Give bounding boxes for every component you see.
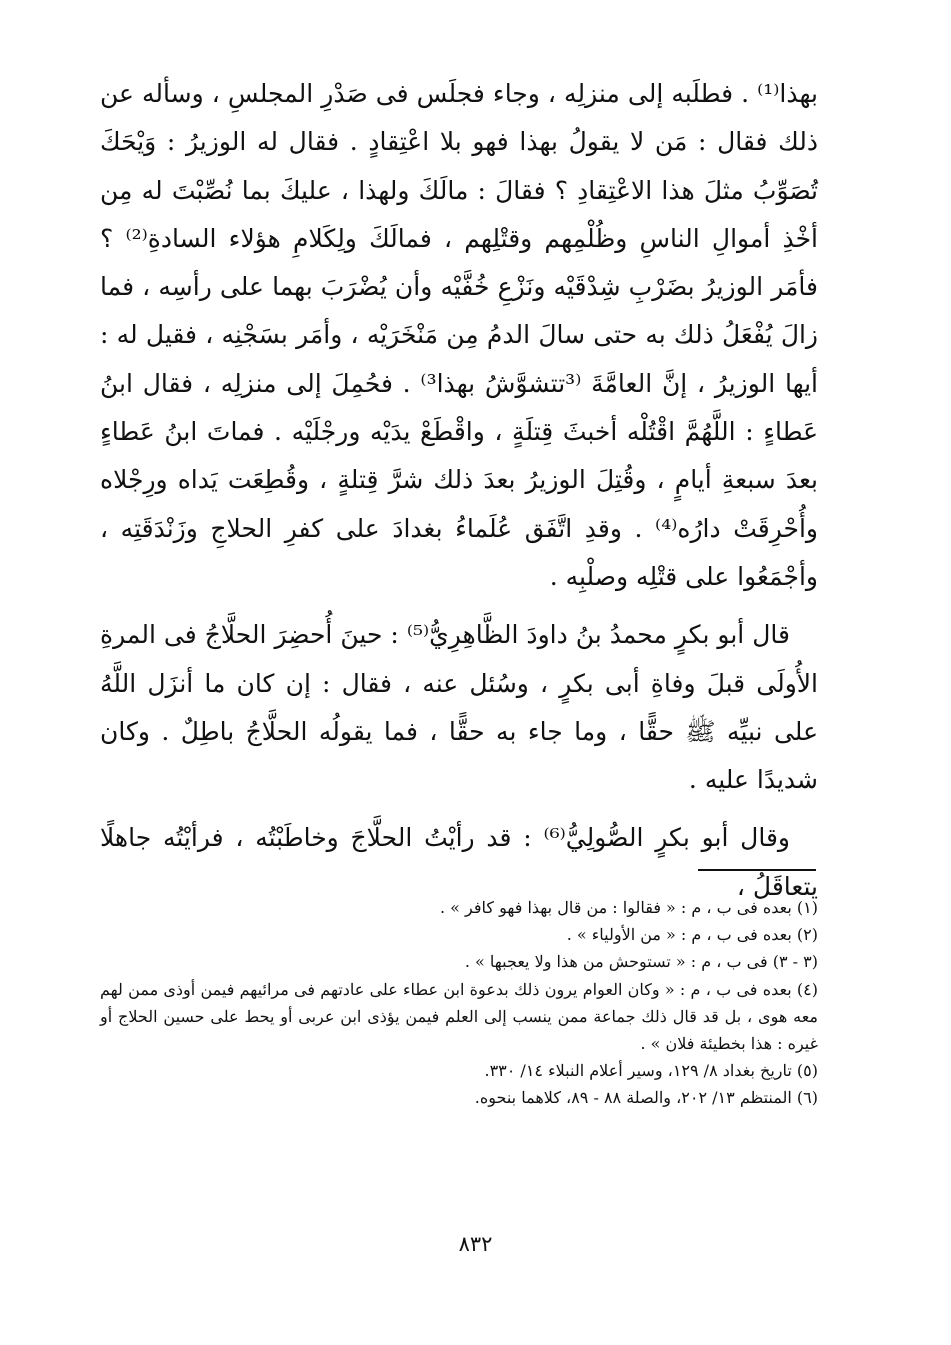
footnote-divider xyxy=(698,869,816,871)
footnote-6: (٦) المنتظم ١٣/ ٢٠٢، والصلة ٨٨ - ٨٩، كلاهما بنحوه. xyxy=(474,1088,818,1108)
paragraph-3: وقال أبو بكرٍ الصُّولِيُّ⁽⁶⁾ : قد رأيْتُ الحلَّاجَ وخاطَبْتُه ، فرأيْتُه جاهلًا يتعاقَلُ ، xyxy=(100,823,818,901)
main-text-block xyxy=(100,70,818,911)
footnote-5: (٥) تاريخ بغداد ٨/ ١٢٩، وسير أعلام النبلاء ١٤/ ٣٣٠. xyxy=(484,1061,818,1081)
footnote-3: (٣ - ٣) فى ب ، م : « تستوحش من هذا ولا يعجبها » . xyxy=(464,952,818,972)
footnotes-block xyxy=(100,894,818,1112)
page-number: ٨٣٢ xyxy=(458,1232,493,1256)
paragraph-2: قال أبو بكرٍ محمدُ بنُ داودَ الظَّاهِرِيُّ⁽⁵⁾ : حينَ أُحضِرَ الحلَّاجُ فى المرةِ الأُولَى قبلَ وفاةِ أبى بكرٍ ، وسُئل عنه ، فقال : إن كان ما أنزَل اللَّهُ على نبيِّه ﷺ حقًّا ، وما جاء به حقًّا ، فما يقولُه الحلَّاجُ باطِلٌ . وكان شديدًا عليه . xyxy=(100,620,818,795)
footnote-2: (٢) بعده فى ب ، م : « من الأولياء » . xyxy=(566,925,818,945)
footnote-4: (٤) بعده فى ب ، م : « وكان العوام يرون ذلك بدعوة ابن عطاء على عادتهم فى مرائيهم فيمن أوذى ممن لهم معه هوى ، بل قد قال ذلك جماعة ممن ينسب إلى العلم فيمن يؤذى ابن عربى أو يحط على حسين الحلاج أو غيره : هذا بخطيئة فلان » . xyxy=(100,979,818,1054)
paragraph-1: بهذا⁽¹⁾ . فطلَبه إلى منزلِه ، وجاء فجلَس فى صَدْرِ المجلسِ ، وسأله عن ذلك فقال : مَن لا يقولُ بهذا فهو بلا اعْتِقادٍ . فقال له الوزيرُ : وَيْحَكَ تُصَوِّبُ مثلَ هذا الاعْتِقادِ ؟ فقالَ : مالَكَ ولهذا ، عليكَ بما نُصِّبْتَ له مِن أخْذِ أموالِ الناسِ وظُلْمِهم وقتْلِهم ، فمالَكَ ولِكَلامِ هؤلاء السادةِ⁽²⁾ ؟ فأمَر الوزيرُ بضَرْبِ شِدْقَيْه ونَزْعِ خُفَّيْه وأن يُضْرَبَ بهما على رأسِه ، فما زالَ يُفْعَلُ ذلك به حتى سالَ الدمُ مِن مَنْخَرَيْه ، وأمَر بسَجْنِه ، فقيل له : أيها الوزيرُ ، إنَّ العامَّةَ ⁽³تتشوَّشُ بهذا³⁾ . فحُمِلَ إلى منزلِه ، فقال ابنُ عَطاءٍ : اللَّهُمَّ اقْتُلْه أخبثَ قِتلَةٍ ، واقْطَعْ يدَيْه ورجْلَيْه . فماتَ ابنُ عَطاءٍ بعدَ سبعةِ أيامٍ ، وقُتِلَ الوزيرُ بعدَ ذلك شرَّ قِتلةٍ ، وقُطِعَت يَداه ورِجْلاه وأُحْرِقَتْ دارُه⁽⁴⁾ . وقدِ اتَّفَق عُلَماءُ بغدادَ على كفرِ الحلاجِ وزَنْدَقَتِه ، وأجْمَعُوا على قتْلِه وصلْبِه . xyxy=(100,79,818,591)
footnote-1: (١) بعده فى ب ، م : « فقالوا : من قال بهذا فهو كافر » . xyxy=(439,898,818,917)
